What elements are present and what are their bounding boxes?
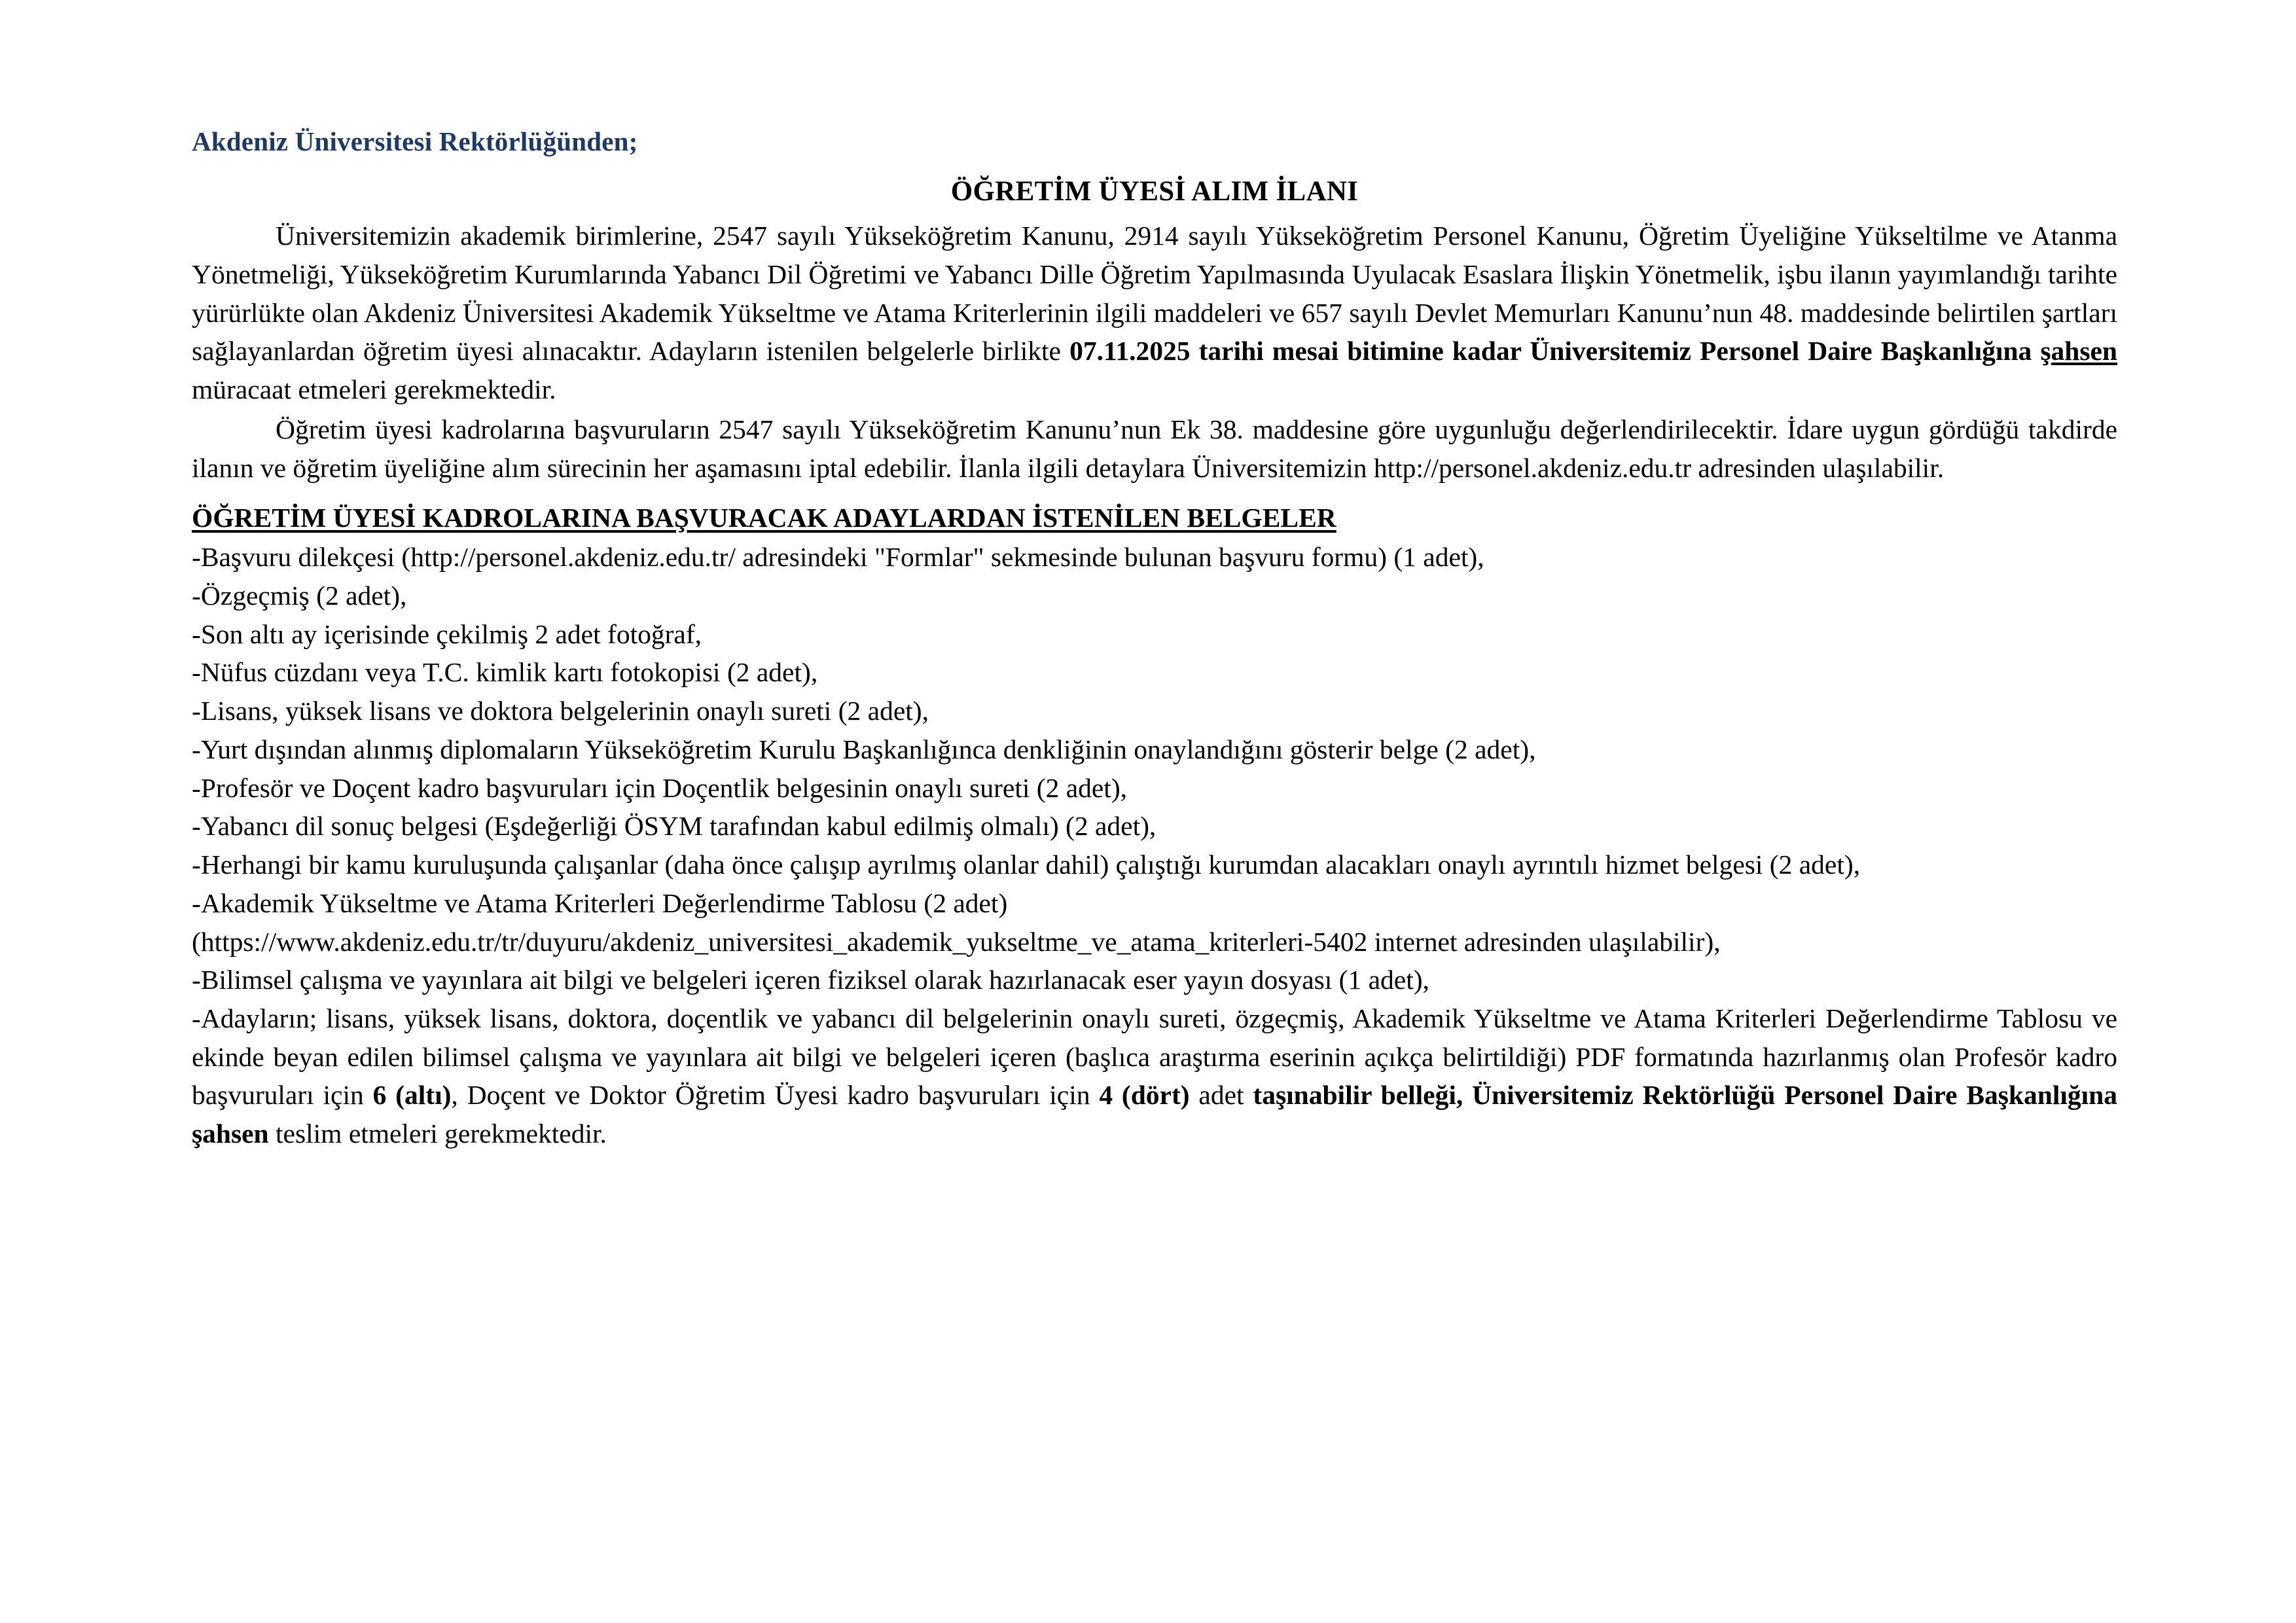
- final-item-part-4: teslim etmeleri gerekmektedir.: [268, 1118, 607, 1149]
- organization-heading: Akdeniz Üniversitesi Rektörlüğünden;: [192, 126, 638, 156]
- intro-paragraph-tail: müracaat etmeleri gerekmektedir.: [192, 374, 556, 405]
- required-documents-heading: ÖĞRETİM ÜYESİ KADROLARINA BAŞVURACAK ADAYLARDAN İSTENİLEN BELGELER: [192, 503, 1336, 533]
- final-item-part-1: -Adayların; lisans, yüksek lisans, doktora, doçentlik ve yabancı dil belgelerinin onaylı sureti, özgeçmiş, Akademik Yükseltme ve Atama Kriterleri Değerlendirme Tablosu ve ekinde beyan edilen bilimsel çalışma ve yayınlara ait bilgi ve belgeleri içeren (başlıca araştırma eserinin açıkça belirtildiği) PDF formatında hazırlanmış olan Profesör kadro başvuruları için: [192, 1003, 2117, 1111]
- list-item: -Yabancı dil sonuç belgesi (Eşdeğerliği ÖSYM tarafından kabul edilmiş olmalı) (2 adet),: [192, 811, 1157, 842]
- list-item: -Nüfus cüzdanı veya T.C. kimlik kartı fotokopisi (2 adet),: [192, 657, 818, 688]
- list-item-final: [192, 999, 2117, 1153]
- list-item: -Son altı ay içerisinde çekilmiş 2 adet fotoğraf,: [192, 618, 702, 649]
- required-documents-list: [192, 538, 2117, 1153]
- list-item: -Başvuru dilekçesi (http://personel.akdeniz.edu.tr/ adresindeki "Formlar" sekmesinde bulunan başvuru formu) (1 adet),: [192, 542, 1484, 573]
- final-item-count-professor: 6 (altı): [372, 1080, 452, 1111]
- list-item: -Herhangi bir kamu kuruluşunda çalışanlar (daha önce çalışıp ayrılmış olanlar dahil) çalıştığı kurumdan alacakları onaylı ayrıntılı hizmet belgesi (2 adet),: [192, 849, 1861, 880]
- list-item: -Lisans, yüksek lisans ve doktora belgelerinin onaylı sureti (2 adet),: [192, 696, 929, 726]
- page-title: ÖĞRETİM ÜYESİ ALIM İLANI: [950, 176, 1359, 207]
- final-item-delivery-bold: taşınabilir belleği, Üniversitemiz Rektörlüğü Personel Daire Başkanlığına şahsen: [192, 1080, 2117, 1149]
- list-item: -Akademik Yükseltme ve Atama Kriterleri Değerlendirme Tablosu (2 adet): [192, 887, 1008, 918]
- final-item-part-2: , Doçent ve Doktor Öğretim Üyesi kadro başvuruları için: [451, 1080, 1100, 1111]
- intro-paragraph: [192, 217, 2117, 409]
- list-item: -Özgeçmiş (2 adet),: [192, 580, 407, 611]
- deadline-bold-text: 07.11.2025 tarihi mesai bitimine kadar Üniversitemiz Personel Daire Başkanlığına: [1069, 336, 2041, 366]
- evaluation-paragraph: Öğretim üyesi kadrolarına başvuruların 2547 sayılı Yükseköğretim Kanunu’nun Ek 38. maddesine göre uygunluğu değerlendirilecektir. İdare uygun gördüğü takdirde ilanın ve öğretim üyeliğine alım sürecinin her aşamasını iptal edebilir. İlanla ilgili detaylara Üniversitemizin http://personel.akdeniz.edu.tr adresinden ulaşılabilir.: [192, 414, 2117, 483]
- intro-paragraph-text: Üniversitemizin akademik birimlerine, 2547 sayılı Yükseköğretim Kanunu, 2914 sayılı Yükseköğretim Personel Kanunu, Öğretim Üyeliğine Yükseltilme ve Atanma Yönetmeliği, Yükseköğretim Kurumlarında Yabancı Dil Öğretimi ve Yabancı Dille Öğretim Yapılmasında Uyulacak Esaslara İlişkin Yönetmelik, işbu ilanın yayımlandığı tarihte yürürlükte olan Akdeniz Üniversitesi Akademik Yükseltme ve Atama Kriterlerinin ilgili maddeleri ve 657 sayılı Devlet Memurları Kanunu’nun 48. maddesinde belirtilen şartları sağlayanlardan öğretim üyesi alınacaktır. Adayların istenilen belgelerle birlikte: [192, 221, 2117, 366]
- list-item: -Profesör ve Doçent kadro başvuruları için Doçentlik belgesinin onaylı sureti (2 adet),: [192, 772, 1128, 803]
- document-page: [192, 124, 2117, 1153]
- final-item-count-docent: 4 (dört): [1099, 1080, 1190, 1111]
- deadline-underlined-text: şahsen: [2040, 336, 2117, 366]
- list-item: -Yurt dışından alınmış diplomaların Yükseköğretim Kurulu Başkanlığınca denkliğinin onaylandığını gösterir belge (2 adet),: [192, 734, 1536, 764]
- list-item: -Bilimsel çalışma ve yayınlara ait bilgi ve belgeleri içeren fiziksel olarak hazırlanacak eser yayın dosyası (1 adet),: [192, 965, 1429, 995]
- list-item-url: (https://www.akdeniz.edu.tr/tr/duyuru/akdeniz_universitesi_akademik_yukseltme_ve_atama_kriterleri-5402 internet adresinden ulaşılabilir),: [192, 926, 1721, 957]
- final-item-part-3: adet: [1189, 1080, 1253, 1111]
